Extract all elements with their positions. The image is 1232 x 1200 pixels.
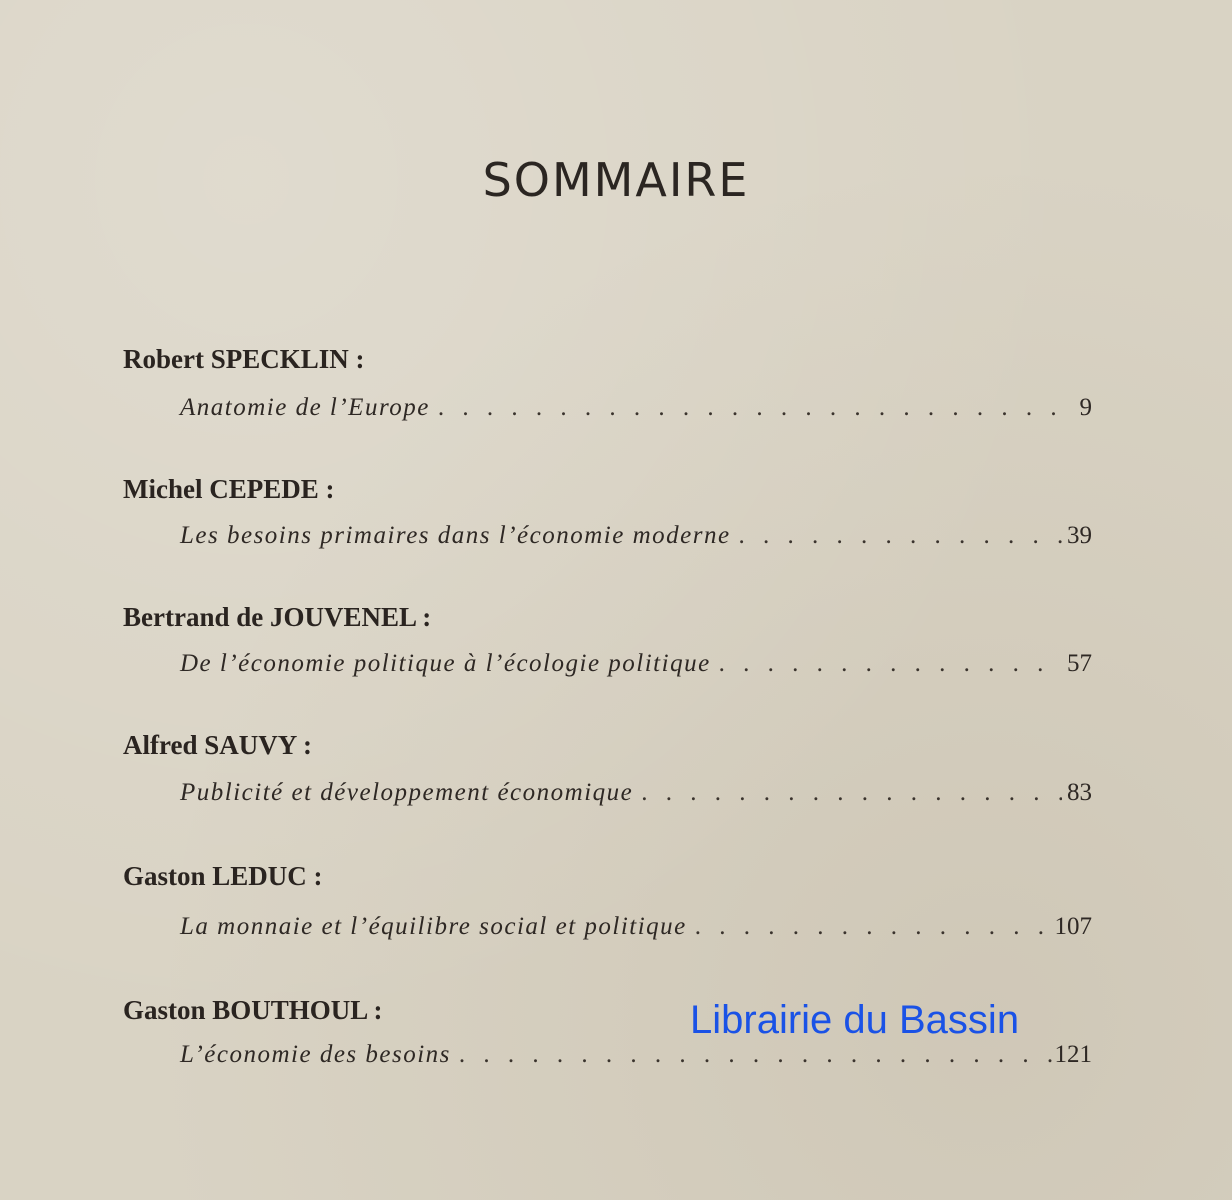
- toc-author: Alfred SAUVY :: [123, 730, 312, 760]
- toc-leader-dots: [687, 913, 1055, 941]
- toc-page-number: 83: [1067, 779, 1092, 806]
- toc-author: Bertrand de JOUVENEL :: [123, 602, 432, 632]
- toc-leader-dots: [731, 522, 1062, 550]
- watermark-text: Librairie du Bassin: [690, 998, 1020, 1042]
- toc-leader-dots: [430, 394, 1062, 422]
- toc-entry: [180, 394, 1092, 428]
- toc-leader-dots: [451, 1041, 1055, 1069]
- toc-page-number: 121: [1054, 1041, 1092, 1068]
- toc-leader-dots: [711, 650, 1062, 678]
- toc-page-number: 107: [1054, 913, 1092, 940]
- toc-author: Gaston BOUTHOUL :: [123, 995, 383, 1025]
- toc-author: Robert SPECKLIN :: [123, 344, 365, 374]
- toc-page-number: 39: [1067, 522, 1092, 549]
- toc-article-title: Publicité et développement économique: [180, 779, 634, 806]
- toc-entry: [180, 522, 1092, 556]
- toc-author: Michel CEPEDE :: [123, 474, 335, 504]
- toc-article-title: Anatomie de l’Europe: [180, 394, 430, 421]
- toc-entry: [180, 650, 1092, 684]
- toc-entry: [180, 779, 1092, 813]
- toc-article-title: Les besoins primaires dans l’économie moderne: [180, 522, 731, 549]
- page-title: SOMMAIRE: [482, 153, 750, 207]
- toc-article-title: L’économie des besoins: [180, 1041, 451, 1068]
- toc-entry: [180, 1041, 1092, 1075]
- toc-author: Gaston LEDUC :: [123, 861, 323, 891]
- toc-article-title: La monnaie et l’équilibre social et politique: [180, 913, 687, 940]
- toc-article-title: De l’économie politique à l’écologie politique: [180, 650, 711, 677]
- toc-entry: [180, 913, 1092, 947]
- toc-page-number: 9: [1079, 394, 1092, 421]
- toc-leader-dots: [633, 779, 1062, 807]
- toc-page-number: 57: [1067, 650, 1092, 677]
